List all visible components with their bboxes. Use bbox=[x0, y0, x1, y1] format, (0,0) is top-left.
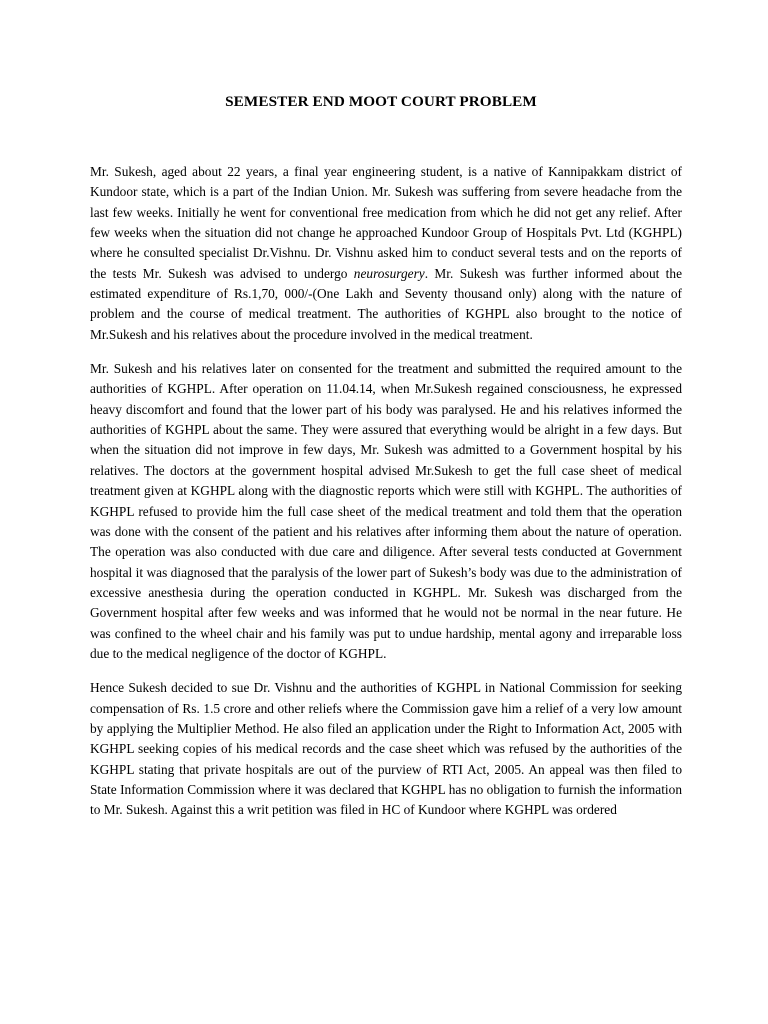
paragraph-1-italic-term: neurosurgery bbox=[353, 265, 425, 281]
paragraph-1-text-start: Mr. Sukesh, aged about 22 years, a final year engineering student, is a native of Kannipakkam district of Kundoor state, which is a part of the Indian Union. Mr. Sukesh was suffering from severe headache from the last few weeks. Initially he went for conventional free medication from which he did not get any relief. After few weeks when the situation did not change he approached Kundoor Group of Hospitals Pvt. Ltd (KGHPL) where he consulted specialist Dr.Vishnu. Dr. Vishnu asked him to conduct several tests and on the reports of the tests Mr. Sukesh was advised to undergo bbox=[90, 164, 682, 281]
paragraph-3: Hence Sukesh decided to sue Dr. Vishnu and the authorities of KGHPL in National Commission for seeking compensation of Rs. 1.5 crore and other reliefs where the Commission gave him a relief of a very low amount by applying the Multiplier Method. He also filed an application under the Right to Information Act, 2005 with KGHPL seeking copies of his medical records and the case sheet which was refused by the authorities of the KGHPL stating that private hospitals are out of the purview of RTI Act, 2005. An appeal was then filed to State Information Commission where it was declared that KGHPL has no obligation to furnish the information to Mr. Sukesh. Against this a writ petition was filed in HC of Kundoor where KGHPL was ordered bbox=[90, 680, 682, 818]
paragraph-2: Mr. Sukesh and his relatives later on consented for the treatment and submitted the required amount to the authorities of KGHPL. After operation on 11.04.14, when Mr.Sukesh regained consciousness, he expressed heavy discomfort and found that the lower part of his body was paralysed. He and his relatives informed the authorities of KGHPL about the same. They were assured that everything would be alright in a few days. But when the situation did not improve in few days, Mr. Sukesh was admitted to a Government hospital by his relatives. The doctors at the government hospital advised Mr.Sukesh to get the full case sheet of medical treatment given at KGHPL along with the diagnostic reports which were still with KGHPL. The authorities of KGHPL refused to provide him the full case sheet of the medical treatment and told them that the operation was done with the consent of the patient and his relatives after informing them about the nature of operation. The operation was also conducted with due care and diligence. After several tests conducted at Government hospital it was diagnosed that the paralysis of the lower part of Sukesh’s body was due to the administration of excessive anesthesia during the operation conducted in KGHPL. Mr. Sukesh was discharged from the Government hospital after few weeks and was informed that he would not be normal in the near future. He was confined to the wheel chair and his family was put to undue hardship, mental agony and irreparable loss due to the medical negligence of the doctor of KGHPL. bbox=[90, 361, 682, 661]
document-title: SEMESTER END MOOT COURT PROBLEM bbox=[225, 93, 537, 110]
paragraph-1-text-end: . Mr. Sukesh was further informed about the estimated expenditure of Rs.1,70, 000/-(One Lakh and Seventy thousand only) along with the nature of problem and the course of medical treatment. The authorities of KGHPL also brought to the notice of Mr.Sukesh and his relatives about the procedure involved in the medical treatment. bbox=[90, 265, 682, 342]
paragraph-1 bbox=[90, 162, 682, 345]
